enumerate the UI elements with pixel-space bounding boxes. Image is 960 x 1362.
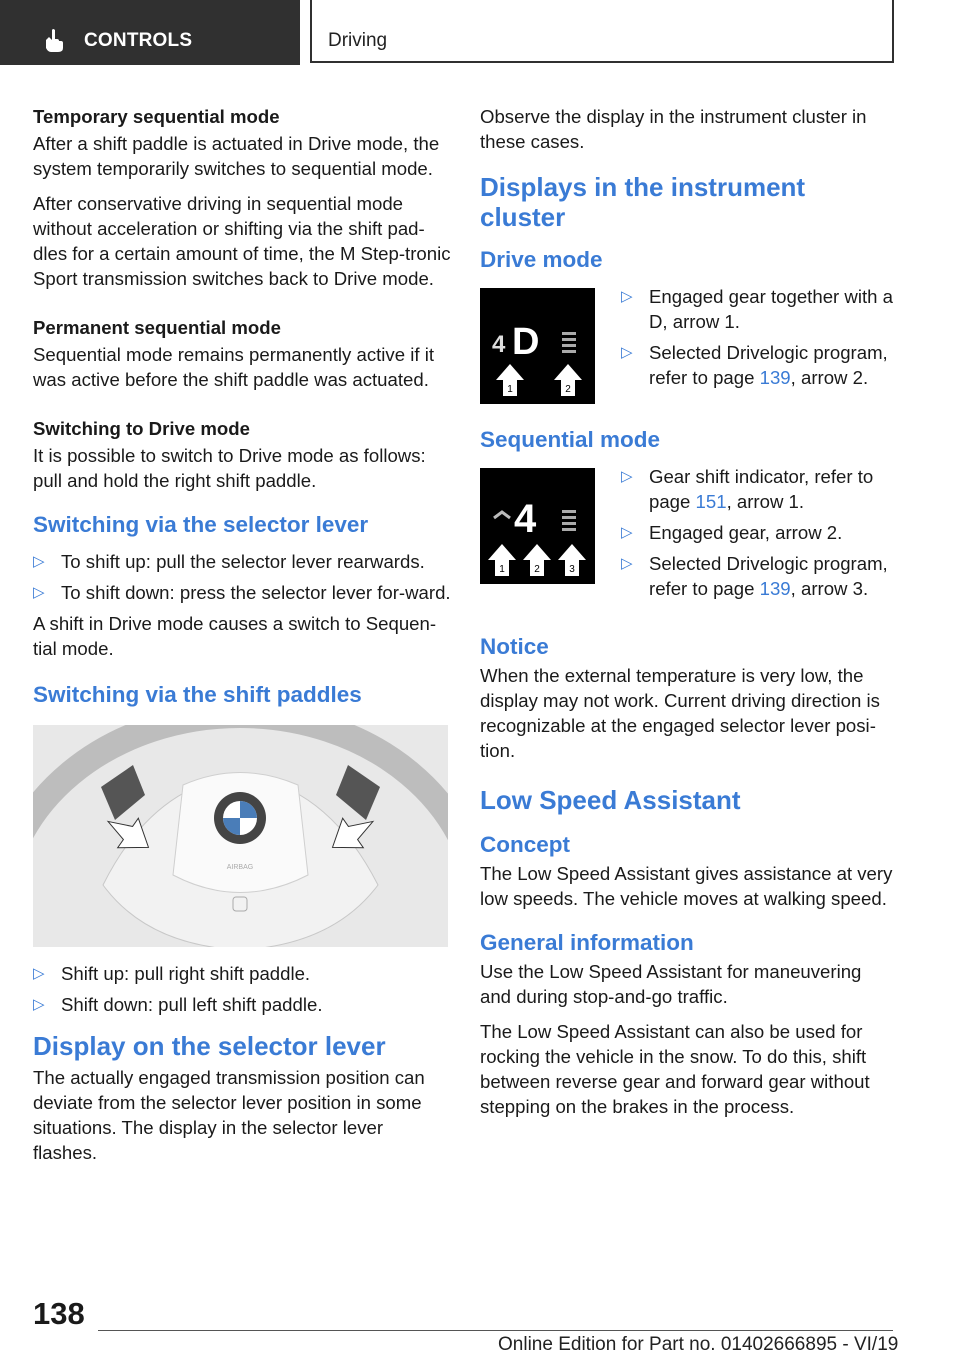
page-number: 138 (33, 1296, 85, 1331)
bullet-icon: ▷ (621, 468, 633, 485)
paragraph: The Low Speed Assistant gives assistance at very low speeds. The vehicle moves at walking speed. (480, 863, 893, 909)
switch-drive-title: Switching to Drive mode (33, 418, 250, 439)
sequential-mode-display-image (480, 468, 595, 584)
bullet-icon: ▷ (33, 996, 45, 1013)
list-item: ▷ Shift up: pull right shift paddle. (33, 963, 311, 984)
paragraph: Use the Low Speed Assistant for maneuvering and during stop-and-go traffic. (480, 961, 862, 1007)
perm-seq-title: Permanent sequential mode (33, 317, 281, 338)
airbag-label: AIRBAG (226, 864, 254, 871)
svg-text:2: 2 (534, 564, 540, 575)
list-item: ▷ To shift up: pull the selector lever rearwards. (33, 551, 425, 572)
notice-heading: Notice (480, 634, 549, 659)
drive-mode-list (621, 284, 895, 398)
page-link[interactable]: 139 (759, 578, 791, 599)
svg-text:3: 3 (569, 564, 575, 575)
svg-text:1: 1 (499, 564, 505, 575)
low-speed-assistant-heading: Low Speed Assistant (480, 785, 741, 815)
svg-text:4: 4 (492, 331, 506, 358)
edition-label: Online Edition for Part no. 01402666895 - VI/19 (498, 1334, 899, 1355)
selector-lever-heading: Switching via the selector lever (33, 512, 369, 537)
bullet-icon: ▷ (621, 288, 633, 305)
svg-text:D: D (512, 321, 540, 363)
list-item: ▷ Engaged gear together with a D, arrow 1. (621, 286, 893, 332)
list-item: ▷ Selected Drivelogic program, refer to page 139, arrow 3. (621, 553, 888, 599)
drive-mode-display-image (480, 288, 595, 404)
display-selector-heading: Display on the selector lever (33, 1031, 386, 1061)
drive-mode-heading: Drive mode (480, 247, 603, 272)
general-info-heading: General information (480, 930, 694, 955)
sequential-mode-heading: Sequential mode (480, 427, 661, 452)
paddle-list (33, 961, 451, 1017)
list-item: ▷ Selected Drivelogic program, refer to page 139, arrow 2. (621, 342, 888, 388)
bullet-icon: ▷ (621, 555, 633, 572)
sequential-mode-block (480, 468, 895, 613)
hand-icon (40, 26, 68, 54)
temp-seq-title: Temporary sequential mode (33, 106, 280, 127)
list-item: ▷ Gear shift indicator, refer to page 151, arrow 1. (621, 466, 874, 512)
paragraph: The Low Speed Assistant can also be used for rocking the vehicle in the snow. To do this, shift between reverse gear and forward gear without stepping on the brakes in the process. (480, 1021, 870, 1117)
footer-divider (98, 1330, 893, 1331)
list-item: ▷ Engaged gear, arrow 2. (621, 522, 843, 543)
chapter-label: Driving (328, 30, 388, 51)
list-item: ▷ To shift down: press the selector lever for‐ward. (33, 582, 451, 603)
concept-heading: Concept (480, 832, 570, 857)
bullet-icon: ▷ (621, 344, 633, 361)
paragraph: Sequential mode remains permanently active if it was active before the shift paddle was actuated. (33, 344, 435, 390)
page-link[interactable]: 139 (759, 367, 791, 388)
paragraph: It is possible to switch to Drive mode as follows: pull and hold the right shift paddle. (33, 445, 426, 491)
section-tab (0, 0, 300, 65)
drive-mode-block (480, 288, 895, 404)
paragraph: Observe the display in the instrument cluster in these cases. (480, 106, 867, 152)
sequential-mode-list (621, 464, 895, 607)
paragraph: A shift in Drive mode causes a switch to Sequen‐tial mode. (33, 613, 437, 659)
page-link[interactable]: 151 (695, 491, 727, 512)
bullet-icon: ▷ (33, 965, 45, 982)
left-column (33, 104, 451, 1175)
svg-text:2: 2 (565, 384, 571, 395)
paragraph: The actually engaged transmission position can deviate from the selector lever position in some situations. The display in the selector lever flashes. (33, 1067, 425, 1163)
right-column (480, 104, 895, 1129)
paragraph: After a shift paddle is actuated in Drive mode, the system temporarily switches to sequential mode. (33, 133, 440, 179)
shift-paddles-heading: Switching via the shift paddles (33, 682, 362, 707)
section-label: CONTROLS (84, 30, 193, 51)
bullet-icon: ▷ (33, 553, 45, 570)
steering-wheel-image (33, 725, 448, 947)
svg-text:4: 4 (514, 497, 537, 541)
bullet-icon: ▷ (33, 584, 45, 601)
svg-text:1: 1 (507, 384, 513, 395)
paragraph: When the external temperature is very low, the display may not work. Current driving direction is recognizable at the engaged selector lever posi‐tion. (480, 665, 880, 761)
bullet-icon: ▷ (621, 524, 633, 541)
list-item: ▷ Shift down: pull left shift paddle. (33, 994, 323, 1015)
paragraph: After conservative driving in sequential mode without acceleration or shifting via the shift pad‐dles for a certain amount of time, the M Step‐tronic Sport transmission switches back to Drive mode. (33, 193, 451, 289)
selector-list (33, 549, 451, 605)
cluster-heading: Displays in the instrument cluster (480, 172, 806, 232)
chapter-tab (310, 0, 894, 63)
